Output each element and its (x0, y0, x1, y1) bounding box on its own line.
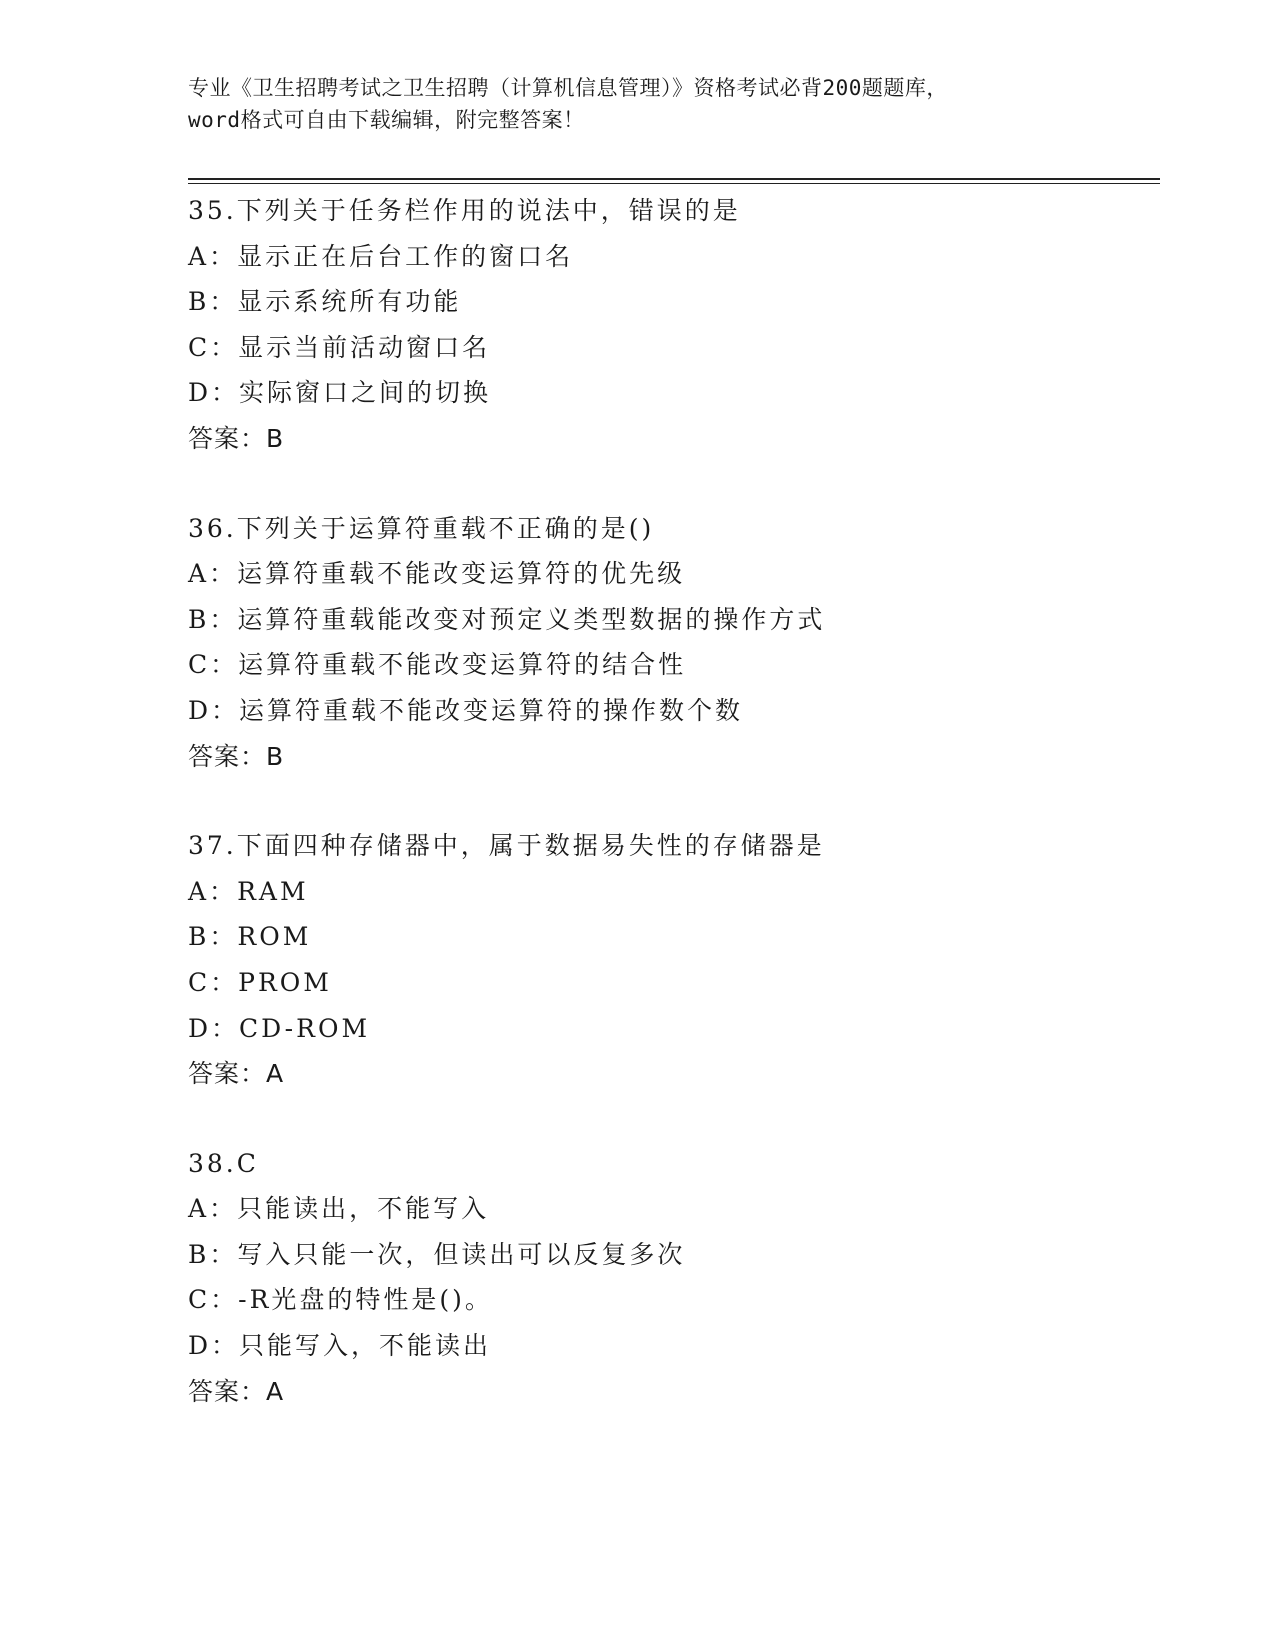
header-line-2: word格式可自由下载编辑，附完整答案！ (188, 108, 585, 132)
question-stem: 37.下面四种存储器中，属于数据易失性的存储器是 (188, 831, 825, 861)
option-b (188, 1232, 1148, 1278)
option-text: 运算符重载不能改变运算符的优先级 (237, 559, 686, 589)
question-stem: 36.下列关于运算符重载不正确的是() (188, 513, 655, 543)
option-label: D： (188, 695, 240, 725)
option-b (188, 279, 1148, 325)
option-c (188, 325, 1148, 371)
option-label: C： (188, 332, 239, 362)
question-stem: 35.下列关于任务栏作用的说法中，错误的是 (188, 196, 741, 225)
question-stem: 38.C (188, 1148, 259, 1178)
question-36 (188, 506, 1148, 780)
option-text: CD-ROM (239, 1013, 371, 1043)
answer-line: 答案：B (188, 741, 285, 771)
option-a (188, 234, 1148, 280)
option-label: B： (188, 922, 238, 952)
document-header (188, 72, 1088, 136)
option-label: A： (188, 1194, 238, 1224)
header-divider-thin (188, 183, 1160, 184)
option-label: C： (188, 967, 239, 997)
option-d (188, 1006, 1148, 1052)
question-list (188, 188, 1148, 1458)
option-label: A： (188, 876, 238, 906)
option-label: B： (188, 604, 238, 634)
option-a (188, 1186, 1148, 1232)
option-a (188, 551, 1148, 597)
option-text: 只能写入，不能读出 (239, 1331, 492, 1361)
question-38 (188, 1141, 1148, 1415)
option-c (188, 1277, 1148, 1323)
option-label: B： (188, 1239, 238, 1269)
option-text: 运算符重载不能改变运算符的操作数个数 (239, 695, 744, 725)
option-a (188, 869, 1148, 915)
option-d (188, 370, 1148, 416)
answer-line: 答案：A (188, 1376, 285, 1406)
option-text: 实际窗口之间的切换 (239, 378, 492, 408)
question-37 (188, 823, 1148, 1097)
header-divider-thick (188, 178, 1160, 180)
header-line-1: 专业《卫生招聘考试之卫生招聘（计算机信息管理）》资格考试必背200题题库， (188, 76, 948, 100)
option-text: ROM (237, 922, 312, 952)
option-text: 显示正在后台工作的窗口名 (237, 241, 574, 271)
option-label: A： (188, 559, 238, 589)
option-label: D： (188, 1331, 240, 1361)
answer-line: 答案：B (188, 423, 285, 453)
option-text: 显示系统所有功能 (237, 287, 462, 317)
option-label: C： (188, 650, 239, 680)
option-label: D： (188, 378, 240, 408)
option-text: 写入只能一次，但读出可以反复多次 (237, 1239, 686, 1269)
option-text: 只能读出，不能写入 (237, 1194, 490, 1224)
option-label: A： (188, 241, 238, 271)
option-text: 运算符重载不能改变运算符的结合性 (238, 650, 687, 680)
question-35 (188, 188, 1148, 462)
option-text: PROM (238, 967, 332, 997)
option-text: 显示当前活动窗口名 (238, 332, 491, 362)
option-label: B： (188, 287, 238, 317)
option-b (188, 914, 1148, 960)
option-d (188, 688, 1148, 734)
option-d (188, 1323, 1148, 1369)
option-c (188, 960, 1148, 1006)
option-c (188, 642, 1148, 688)
option-b (188, 597, 1148, 643)
option-label: D： (188, 1013, 240, 1043)
answer-line: 答案：A (188, 1059, 285, 1089)
option-text: RAM (237, 876, 309, 906)
option-text: 运算符重载能改变对预定义类型数据的操作方式 (237, 604, 826, 634)
option-label: C： (188, 1285, 239, 1315)
option-text: -R光盘的特性是()。 (238, 1285, 493, 1315)
